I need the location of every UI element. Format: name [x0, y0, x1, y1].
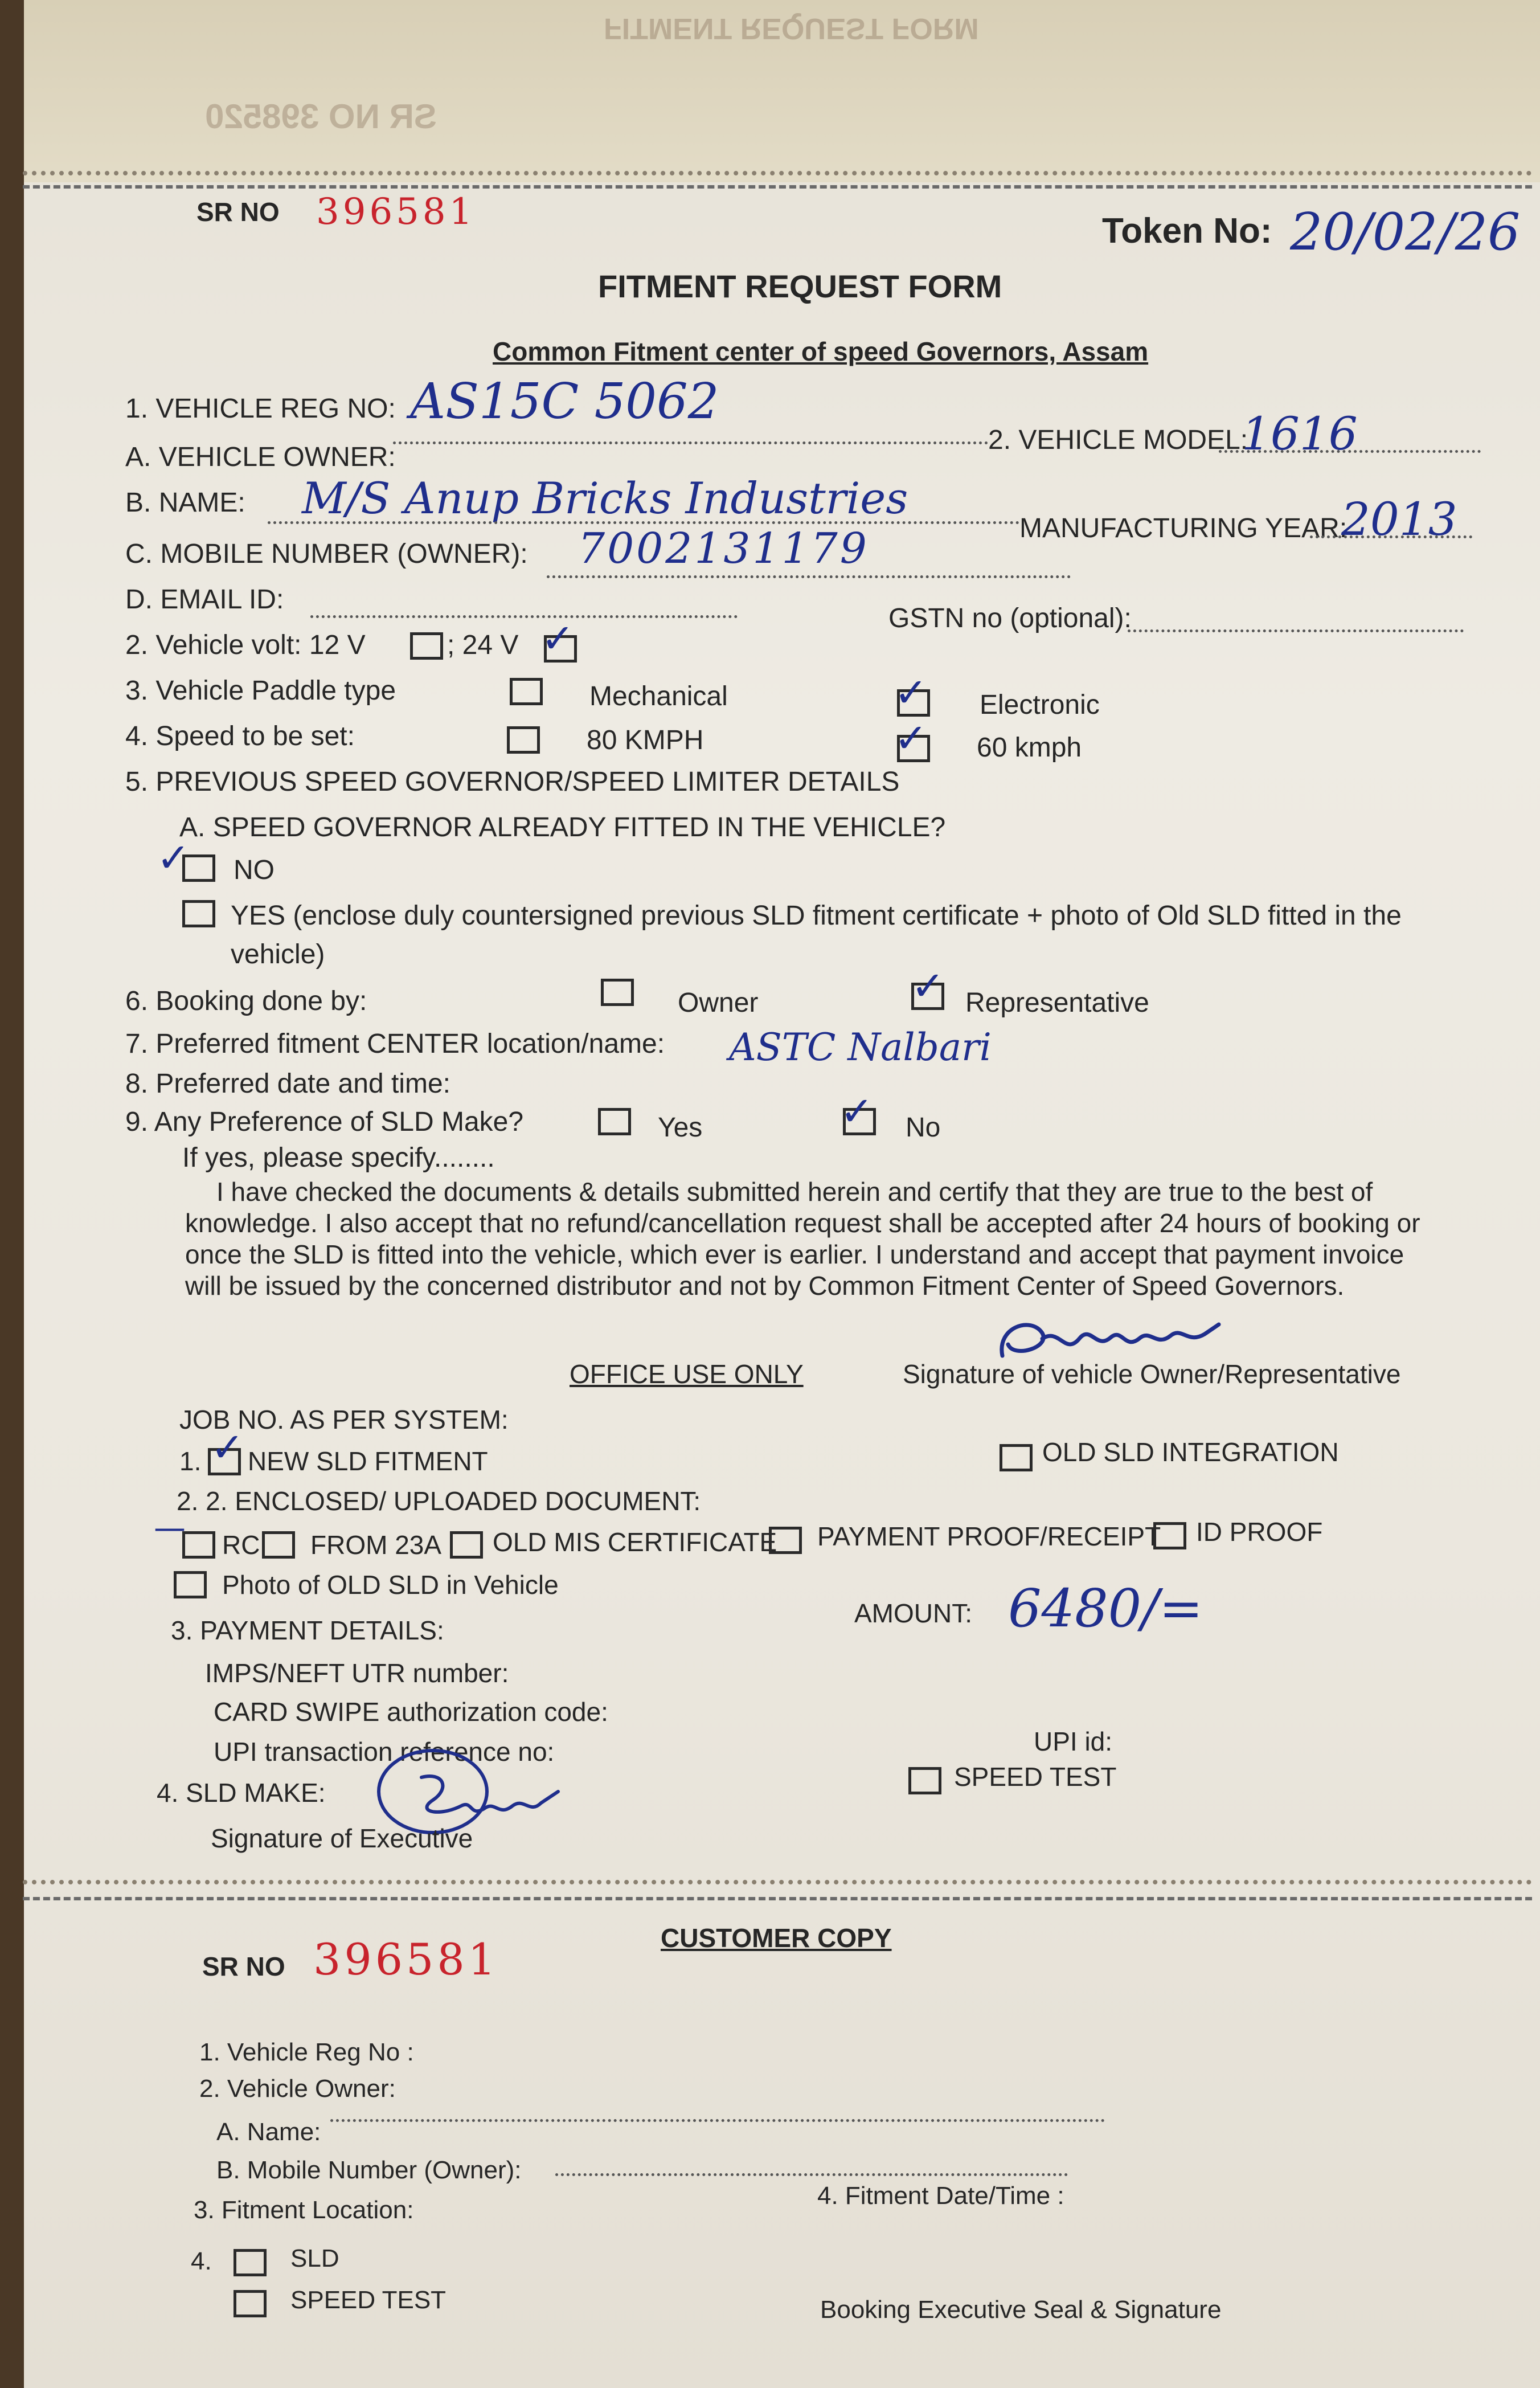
volt-12-checkbox[interactable]	[410, 632, 443, 660]
doc-23a-label: FROM 23A	[310, 1530, 442, 1560]
doc-id-checkbox[interactable]	[1153, 1522, 1186, 1549]
declaration-line-4: will be issued by the concerned distributor and not by Common Fitment Center of Speed Governors.	[185, 1271, 1345, 1301]
vehicle-model-line	[1219, 450, 1481, 453]
doc-payment-checkbox[interactable]	[769, 1527, 802, 1554]
sld-pref-label: 9. Any Preference of SLD Make?	[125, 1107, 524, 1137]
doc-photo-label: Photo of OLD SLD in Vehicle	[222, 1570, 559, 1600]
new-sld-label: NEW SLD FITMENT	[248, 1446, 488, 1476]
email-line	[310, 615, 738, 618]
previous-yes-checkbox[interactable]	[182, 900, 215, 927]
cc-sr-number: 396581	[313, 1934, 499, 1985]
declaration-line-1: I have checked the documents & details submitted herein and certify that they are true to the best of	[216, 1177, 1373, 1207]
speed-60-tick: ✓	[894, 715, 928, 762]
token-label: Token No:	[1102, 211, 1272, 251]
table-edge	[0, 0, 24, 2388]
speed-80-checkbox[interactable]	[507, 726, 540, 754]
speed-test-label: SPEED TEST	[954, 1762, 1117, 1792]
sld-pref-yes-label: Yes	[658, 1113, 703, 1143]
sld-pref-no-label: No	[906, 1113, 941, 1143]
booking-rep-tick: ✓	[911, 963, 945, 1009]
sld-pref-yes-checkbox[interactable]	[598, 1108, 631, 1135]
sr-number: 396581	[316, 191, 476, 233]
name-value: M/S Anup Bricks Industries	[302, 473, 908, 524]
doc-23a-checkbox[interactable]	[262, 1531, 295, 1559]
imps-label: IMPS/NEFT UTR number:	[205, 1658, 509, 1688]
doc-rc-tick: —	[154, 1510, 186, 1547]
paddle-electronic-label: Electronic	[980, 690, 1100, 720]
center-value: ASTC Nalbari	[729, 1025, 992, 1069]
sld-pref-no-tick: ✓	[840, 1088, 874, 1135]
booking-owner-label: Owner	[678, 988, 759, 1018]
cc-title: CUSTOMER COPY	[661, 1923, 892, 1953]
email-label: D. EMAIL ID:	[125, 584, 284, 615]
vehicle-owner-label: A. VEHICLE OWNER:	[125, 442, 396, 472]
paddle-label: 3. Vehicle Paddle type	[125, 676, 396, 706]
paddle-mechanical-checkbox[interactable]	[510, 678, 543, 705]
declaration-line-3: once the SLD is fitted into the vehicle, which ever is earlier. I understand and accept that payment invoice	[185, 1240, 1404, 1269]
cc-mobile-label: B. Mobile Number (Owner):	[216, 2156, 522, 2184]
previous-yes-label-cont: vehicle)	[231, 939, 325, 970]
name-label: B. NAME:	[125, 488, 245, 518]
center-label: 7. Preferred fitment CENTER location/name:	[125, 1029, 665, 1059]
speed-80-label: 80 KMPH	[587, 725, 704, 755]
vehicle-model-value: 1616	[1242, 407, 1358, 460]
perforation-middle-dashes	[23, 1897, 1532, 1900]
vehicle-reg-line	[393, 441, 988, 444]
upi-id-label: UPI id:	[1034, 1727, 1113, 1756]
amount-label: AMOUNT:	[854, 1598, 972, 1628]
cc-sld-checkbox[interactable]	[234, 2249, 267, 2276]
office-use-label: OFFICE USE ONLY	[570, 1359, 804, 1389]
manufacturing-year-value: 2013	[1341, 493, 1457, 546]
cc-sr-label: SR NO	[202, 1952, 285, 1981]
cc-sld-label: SLD	[290, 2244, 339, 2272]
cc-speed-test-checkbox[interactable]	[234, 2290, 267, 2317]
vehicle-reg-label: 1. VEHICLE REG NO:	[125, 394, 396, 424]
previous-no-label: NO	[234, 855, 275, 885]
new-sld-tick: ✓	[211, 1424, 244, 1471]
doc-old-mis-label: OLD MIS CERTIFICATE	[493, 1527, 777, 1557]
amount-value: 6480/=	[1008, 1578, 1203, 1639]
previous-yes-label: YES (enclose duly countersigned previous SLD fitment certificate + photo of Old SLD fitted in the	[231, 901, 1402, 931]
volt-24-label: ; 24 V	[447, 630, 519, 660]
upi-ref-label: UPI transaction reference no:	[214, 1737, 555, 1767]
doc-id-label: ID PROOF	[1196, 1517, 1323, 1547]
volt-label: 2. Vehicle volt: 12 V	[125, 630, 366, 660]
cc-seal-label: Booking Executive Seal & Signature	[820, 2296, 1222, 2324]
cc-name-line	[330, 2119, 1105, 2122]
doc-rc-checkbox[interactable]	[182, 1531, 215, 1559]
cc-sld-prefix: 4.	[191, 2247, 212, 2275]
cc-datetime-label: 4. Fitment Date/Time :	[817, 2182, 1064, 2210]
bleed-through-sr: SR NO 398520	[205, 97, 437, 136]
volt-24-tick: ✓	[541, 615, 575, 662]
booking-owner-checkbox[interactable]	[601, 979, 634, 1006]
paddle-mechanical-label: Mechanical	[589, 681, 728, 712]
exec-signature-label: Signature of Executive	[211, 1823, 473, 1853]
perforation-top	[23, 171, 1532, 175]
specify-label: If yes, please specify........	[182, 1143, 495, 1173]
enclosed-label: 2. 2. ENCLOSED/ UPLOADED DOCUMENT:	[177, 1486, 701, 1516]
doc-payment-label: PAYMENT PROOF/RECEIPT	[817, 1522, 1161, 1551]
booking-label: 6. Booking done by:	[125, 986, 367, 1016]
speed-test-checkbox[interactable]	[908, 1767, 941, 1794]
cc-owner-label: 2. Vehicle Owner:	[199, 2075, 396, 2103]
manufacturing-year-line	[1310, 535, 1472, 538]
payment-label: 3. PAYMENT DETAILS:	[171, 1616, 444, 1645]
cc-mobile-line	[555, 2173, 1068, 2176]
vehicle-reg-value: AS15C 5062	[410, 373, 719, 430]
mobile-label: C. MOBILE NUMBER (OWNER):	[125, 539, 528, 569]
gstn-line	[1128, 629, 1464, 632]
perforation-top-dashes	[23, 185, 1532, 189]
speed-60-label: 60 kmph	[977, 733, 1082, 763]
previous-details-label: 5. PREVIOUS SPEED GOVERNOR/SPEED LIMITER DETAILS	[125, 767, 900, 797]
form-subtitle: Common Fitment center of speed Governors, Assam	[493, 337, 1149, 366]
bleed-through: FITMENT REQUEST FORM	[604, 12, 979, 45]
mobile-line	[547, 575, 1071, 578]
booking-rep-label: Representative	[965, 988, 1149, 1018]
old-sld-label: OLD SLD INTEGRATION	[1042, 1437, 1339, 1467]
old-sld-checkbox[interactable]	[1000, 1444, 1033, 1471]
vehicle-model-label: 2. VEHICLE MODEL:	[988, 425, 1248, 455]
previous-fitted-question: A. SPEED GOVERNOR ALREADY FITTED IN THE VEHICLE?	[179, 812, 946, 843]
card-label: CARD SWIPE authorization code:	[214, 1697, 608, 1727]
gstn-label: GSTN no (optional):	[888, 603, 1132, 633]
new-sld-prefix: 1.	[179, 1446, 202, 1476]
cc-speed-test-label: SPEED TEST	[290, 2286, 447, 2314]
token-value: 20/02/26	[1290, 202, 1521, 262]
doc-old-mis-checkbox[interactable]	[450, 1531, 483, 1559]
form-title: FITMENT REQUEST FORM	[598, 268, 1002, 304]
paddle-electronic-tick: ✓	[894, 669, 928, 716]
owner-signature-label: Signature of vehicle Owner/Representative	[903, 1359, 1401, 1389]
sld-make-label: 4. SLD MAKE:	[157, 1778, 326, 1808]
job-no-label: JOB NO. AS PER SYSTEM:	[179, 1405, 509, 1434]
manufacturing-year-label: MANUFACTURING YEAR:	[1019, 513, 1348, 543]
cc-location-label: 3. Fitment Location:	[194, 2196, 414, 2224]
date-label: 8. Preferred date and time:	[125, 1069, 450, 1099]
perforation-middle	[23, 1880, 1532, 1884]
speed-label: 4. Speed to be set:	[125, 721, 355, 751]
cc-reg-label: 1. Vehicle Reg No :	[199, 2038, 414, 2066]
cc-name-label: A. Name:	[216, 2118, 321, 2146]
doc-photo-checkbox[interactable]	[174, 1571, 207, 1598]
declaration-line-2: knowledge. I also accept that no refund/cancellation request shall be accepted after 24 hours of booking or	[185, 1208, 1420, 1238]
sr-label: SR NO	[196, 197, 280, 227]
previous-no-tick: ✓	[157, 835, 190, 881]
doc-rc-label: RC	[222, 1530, 260, 1560]
mobile-value: 7002131179	[578, 524, 869, 573]
